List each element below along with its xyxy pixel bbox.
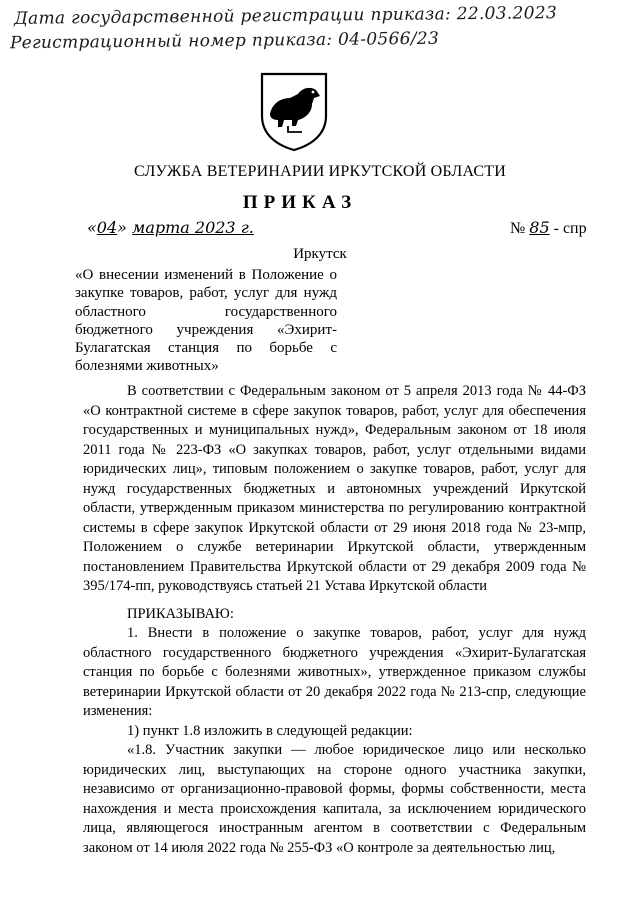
city-name: Иркутск <box>293 246 347 262</box>
order-subject: «О внесении изменений в Положение о закупке товаров, работ, услуг для нужд областного государственного бюджетного учреждения «Эхирит-Булагатская станция по борьбе с болезнями животных» <box>75 267 337 375</box>
order-number: № 85 - спр <box>510 218 587 237</box>
order-date-day: 04 <box>96 218 118 237</box>
item-1-paragraph: 1. Внести в положение о закупке товаров, работ, услуг для нужд областного государственного бюджетного учреждения «Эхирит-Булагатская станция по борьбе с болезнями животных», утвержденное приказом службы ветеринарии Иркутской области от 20 декабря 2022 года № 213-спр, следующие изменения: <box>83 625 586 719</box>
order-number-value: 85 <box>529 218 550 237</box>
order-body <box>83 382 586 858</box>
handwritten-registration-date: Дата государственной регистрации приказа: 22.03.2023 <box>13 3 558 29</box>
document-type-title: ПРИКАЗ <box>242 192 358 213</box>
clause-1-8-text: «1.8. Участник закупки — любое юридическое лицо или несколько юридических лиц, выступающих на стороне одного участника закупки, независимо от организационно-правовой формы, формы собственности, места нахождения и места происхождения капитала, за исключением юридического лица, являющегося иностранным агентом в соответствии с Федеральным законом от 14 июля 2022 года № 255-ФЗ «О контроле за деятельностью лиц, <box>83 742 586 856</box>
irkutsk-coat-of-arms-icon <box>258 70 330 152</box>
order-date: «04» марта 2023 г. <box>87 218 254 237</box>
handwritten-registration-number: Регистрационный номер приказа: 04-0566/23 <box>9 28 440 54</box>
order-word: ПРИКАЗЫВАЮ: <box>127 605 234 622</box>
order-date-month-year: марта 2023 г. <box>132 218 254 237</box>
preamble-paragraph: В соответствии с Федеральным законом от 5 апреля 2013 года № 44-ФЗ «О контрактной системе в сфере закупок товаров, работ, услуг для обеспечения государственных и муниципальных нужд», Федеральным законом от 18 июля 2011 года № 223-ФЗ «О закупках товаров, работ, услуг отдельными видами юридических лиц», типовым положением о закупке товаров, работ, услуг для нужд государственных бюджетных и автономных учреждений Иркутской области, утвержденным приказом министерства по регулированию контрактной системы в сфере закупок Иркутской области от 29 июня 2018 года № 23-мпр, Положением о службе ветеринарии Иркутской области, утвержденным постановлением Правительства Иркутской области от 29 декабря 2009 года № 395/174-пп, руководствуясь статьей 21 Устава Иркутской области <box>83 383 586 594</box>
agency-name: СЛУЖБА ВЕТЕРИНАРИИ ИРКУТСКОЙ ОБЛАСТИ <box>134 163 506 180</box>
item-1-subitem-1: 1) пункт 1.8 изложить в следующей редакции: <box>127 722 413 739</box>
